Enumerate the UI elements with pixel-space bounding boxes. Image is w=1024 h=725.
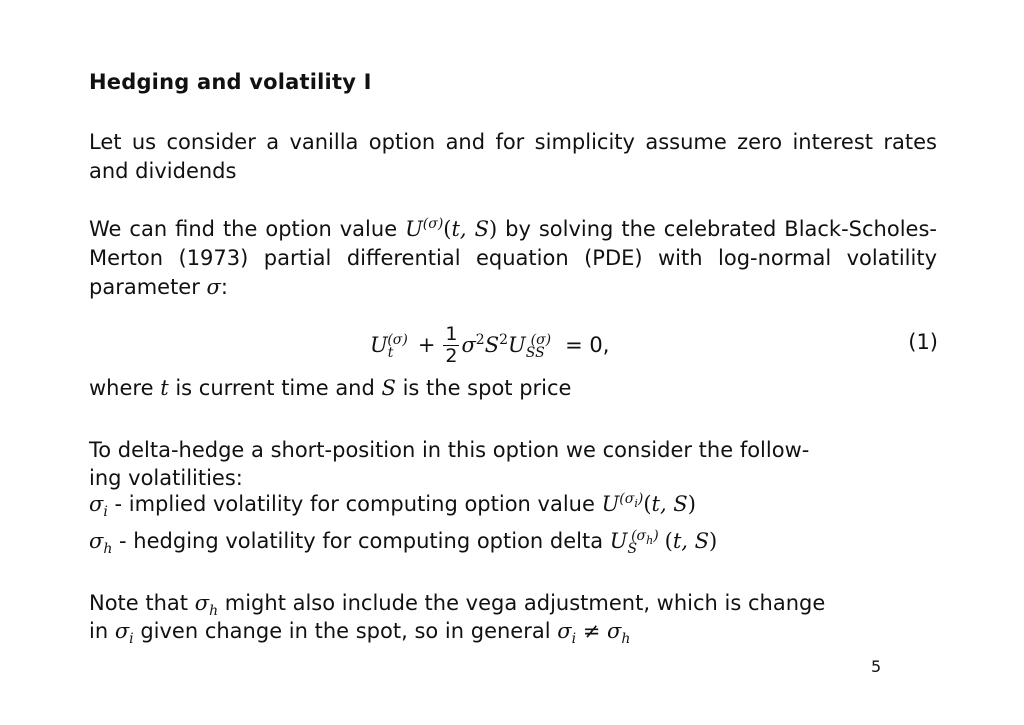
sigma-symbol: σ xyxy=(206,275,221,299)
paragraph-hedge-line1: To delta-hedge a short-position in this option we consider the follow- xyxy=(89,438,810,462)
equation-rhs: = 0, xyxy=(565,333,610,357)
where-line: where t is current time and S is the spot price xyxy=(89,376,572,400)
paragraph-pde xyxy=(89,215,937,302)
pde-text-c: : xyxy=(220,275,228,299)
option-value-formula: $U^{(\sigma)}(t$, S) xyxy=(405,216,498,241)
equation-block xyxy=(370,316,938,374)
paragraph-intro: Let us consider a vanilla option and for simplicity assume zero interest rates and dividends xyxy=(89,130,937,183)
slide-title: Hedging and volatility I xyxy=(89,70,372,94)
page-number: 5 xyxy=(871,657,882,676)
pde-equation: $U_t^{(\sigma)}$ + $\frac{1}{2}$ $\sigma^2S^2U_{SS}^{(\sigma)}$ = 0, xyxy=(370,322,610,367)
paragraph-hedge-line2: ing volatilities: xyxy=(89,466,243,490)
implied-volatility-line: $\sigma_i$ - implied volatility for computing option value $U^{(\sigma_i)}(t$, S) xyxy=(89,491,696,521)
note-line1: Note that $\sigma_h$ might also include the vega adjustment, which is change xyxy=(89,591,826,620)
note-line2: in $\sigma_i$ given change in the spot, so in general $\sigma_i \ne \sigma_h$ xyxy=(89,619,631,648)
hedging-volatility-line: $\sigma_h$ - hedging volatility for computing option delta $U_S^{(\sigma_h)}$ (t, S) xyxy=(89,528,718,558)
pde-text-b: by solving the celebrated Black-Scholes-Merton (1973) partial differential equation (PDE) with log-normal volatility parameter xyxy=(89,217,937,299)
one-half-fraction: $\frac{1}{2}$ xyxy=(445,322,458,367)
pde-text-a: We can find the option value xyxy=(89,217,406,241)
equation-number: (1) xyxy=(908,330,938,354)
